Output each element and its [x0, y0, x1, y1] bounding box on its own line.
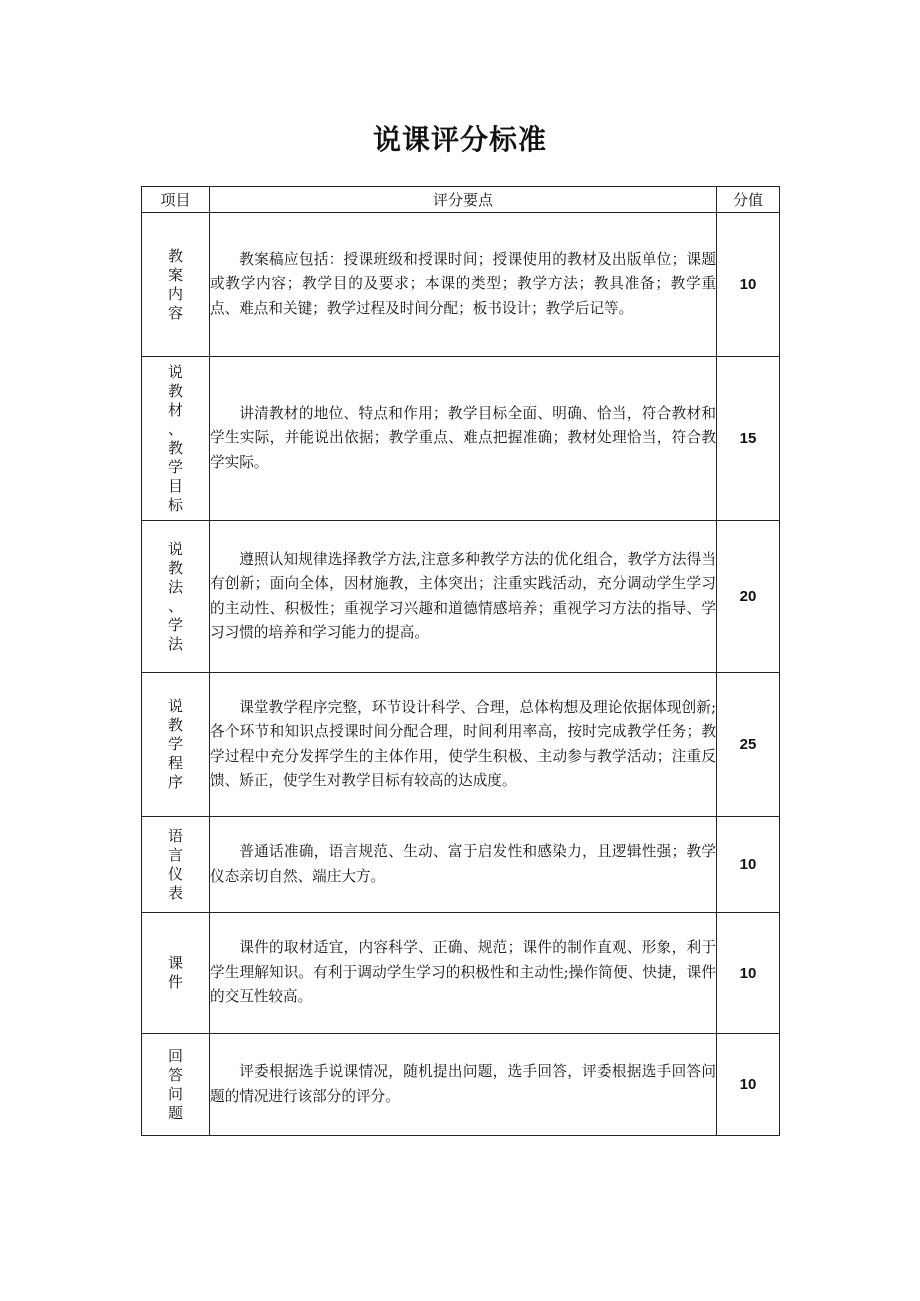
row-criteria [210, 673, 717, 817]
header-item: 项目 [142, 187, 210, 213]
row-item-label [142, 357, 210, 521]
criteria-text: 课件的取材适宜，内容科学、正确、规范；课件的制作直观、形象，利于学生理解知识。有利于调动学生学习的积极性和主动性;操作简便、快捷，课件的交互性较高。 [210, 939, 716, 1006]
row-criteria [210, 817, 717, 913]
table-row [142, 213, 780, 357]
row-score: 20 [717, 521, 780, 673]
row-score: 25 [717, 673, 780, 817]
item-label-text: 回 答 问 题 [167, 1046, 183, 1122]
header-criteria: 评分要点 [210, 187, 717, 213]
row-score: 10 [717, 913, 780, 1034]
item-label-text: 说 教 材 、 教 学 目 标 [167, 362, 183, 514]
criteria-text: 讲清教材的地位、特点和作用；教学目标全面、明确、恰当，符合教材和学生实际，并能说出依据；教学重点、难点把握准确；教材处理恰当，符合教学实际。 [210, 404, 716, 471]
row-score: 15 [717, 357, 780, 521]
row-score: 10 [717, 1034, 780, 1136]
row-item-label [142, 817, 210, 913]
item-label-text: 语 言 仪 表 [167, 826, 183, 902]
item-label-text: 说 教 法 、 学 法 [167, 539, 183, 653]
item-label-text: 教 案 内 容 [167, 246, 183, 322]
row-criteria [210, 913, 717, 1034]
criteria-text: 普通话准确，语言规范、生动、富于启发性和感染力，且逻辑性强；教学仪态亲切自然、端庄大方。 [210, 843, 716, 885]
row-criteria [210, 1034, 717, 1136]
row-criteria [210, 213, 717, 357]
criteria-text: 课堂教学程序完整，环节设计科学、合理，总体构想及理论依据体现创新; 各个环节和知识点授课时间分配合理，时间利用率高，按时完成教学任务；教学过程中充分发挥学生的主体作用，使学生积极、主动参与教学活动；注重反馈、矫正，使学生对教学目标有较高的达成度。 [210, 698, 716, 789]
table-row [142, 357, 780, 521]
table-row [142, 521, 780, 673]
row-item-label [142, 1034, 210, 1136]
scoring-table [141, 186, 780, 1136]
row-item-label [142, 913, 210, 1034]
row-criteria [210, 521, 717, 673]
row-item-label [142, 673, 210, 817]
item-label-text: 说 教 学 程 序 [167, 697, 183, 791]
row-item-label [142, 213, 210, 357]
row-score: 10 [717, 213, 780, 357]
table-row [142, 913, 780, 1034]
page-title: 说课评分标准 [372, 123, 547, 156]
row-item-label [142, 521, 210, 673]
row-criteria [210, 357, 717, 521]
item-label-text: 课 件 [167, 954, 183, 991]
table-row [142, 817, 780, 913]
header-score: 分值 [717, 187, 780, 213]
row-score: 10 [717, 817, 780, 913]
table-row [142, 673, 780, 817]
table-row [142, 1034, 780, 1136]
criteria-text: 评委根据选手说课情况，随机提出问题，选手回答，评委根据选手回答问题的情况进行该部分的评分。 [210, 1063, 716, 1105]
criteria-text: 教案稿应包括：授课班级和授课时间；授课使用的教材及出版单位；课题或教学内容；教学目的及要求；本课的类型；教学方法；教具准备；教学重点、难点和关键；教学过程及时间分配；板书设计；教学后记等。 [210, 250, 716, 317]
table-header-row [142, 187, 780, 213]
criteria-text: 遵照认知规律选择教学方法,注意多种教学方法的优化组合，教学方法得当有创新；面向全体，因材施教，主体突出；注重实践活动，充分调动学生学习的主动性、积极性；重视学习兴趣和道德情感培养；重视学习方法的指导、学习习惯的培养和学习能力的提高。 [210, 550, 716, 641]
